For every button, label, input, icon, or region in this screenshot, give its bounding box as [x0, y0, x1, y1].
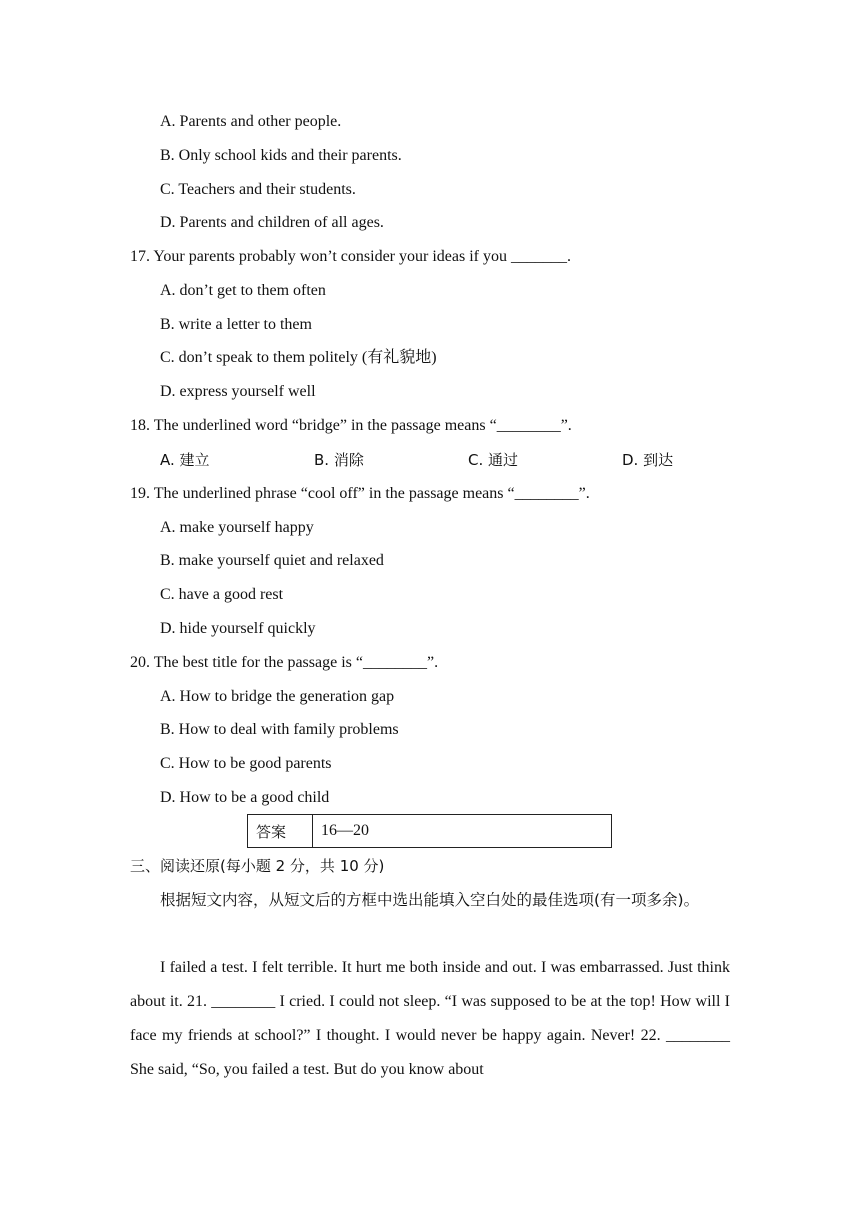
q19-option-a: A. make yourself happy — [160, 519, 314, 536]
q19-option-c: C. have a good rest — [160, 586, 284, 603]
q17-option-a: A. don’t get to them often — [160, 282, 326, 299]
q18-option-a: A. 建立 — [160, 451, 210, 469]
q17-option-c: C. don’t speak to them politely (有礼貌地) — [160, 349, 437, 366]
q20-stem: 20. The best title for the passage is “________”. — [130, 654, 439, 671]
answer-range-cell[interactable]: 16—20 — [313, 815, 612, 848]
q17-option-b: B. write a letter to them — [160, 316, 312, 333]
q18-stem: 18. The underlined word “bridge” in the passage means “________”. — [130, 417, 572, 434]
q16-option-c: C. Teachers and their students. — [160, 181, 356, 198]
q18-option-d: D. 到达 — [622, 451, 674, 469]
q20-option-a: A. How to bridge the generation gap — [160, 688, 395, 705]
section-3-passage: I failed a test. I felt terrible. It hurt me both inside and out. I was embarrassed. Just think about it. 21. ________ I cried. I could not sleep. “I was supposed to be at the top! How will I face my friends at school?” I thought. I would never be happy again. Never! 22. ________ She said, “So, you failed a test. But do you know about — [130, 959, 730, 1078]
q19-stem: 19. The underlined phrase “cool off” in the passage means “________”. — [130, 485, 590, 502]
q19-option-d: D. hide yourself quickly — [160, 620, 316, 637]
q18-options-row — [160, 450, 720, 470]
q20-option-c: C. How to be good parents — [160, 755, 332, 772]
q18-option-c: C. 通过 — [468, 451, 519, 469]
q17-option-d: D. express yourself well — [160, 383, 316, 400]
q20-option-d: D. How to be a good child — [160, 789, 330, 806]
q16-option-d: D. Parents and children of all ages. — [160, 214, 384, 231]
section-3-instruction: 根据短文内容，从短文后的方框中选出能填入空白处的最佳选项(有一项多余)。 — [160, 891, 700, 909]
q20-option-b: B. How to deal with family problems — [160, 721, 399, 738]
q16-option-b: B. Only school kids and their parents. — [160, 147, 402, 164]
answer-label: 答案 — [248, 815, 313, 848]
answer-table — [247, 814, 612, 848]
section-3-title: 三、阅读还原(每小题 2 分，共 10 分) — [130, 857, 385, 875]
q18-option-b: B. 消除 — [314, 451, 364, 469]
q19-option-b: B. make yourself quiet and relaxed — [160, 552, 384, 569]
q17-stem: 17. Your parents probably won’t consider your ideas if you _______. — [130, 248, 571, 265]
q16-option-a: A. Parents and other people. — [160, 113, 342, 130]
answer-table-row — [248, 815, 612, 848]
